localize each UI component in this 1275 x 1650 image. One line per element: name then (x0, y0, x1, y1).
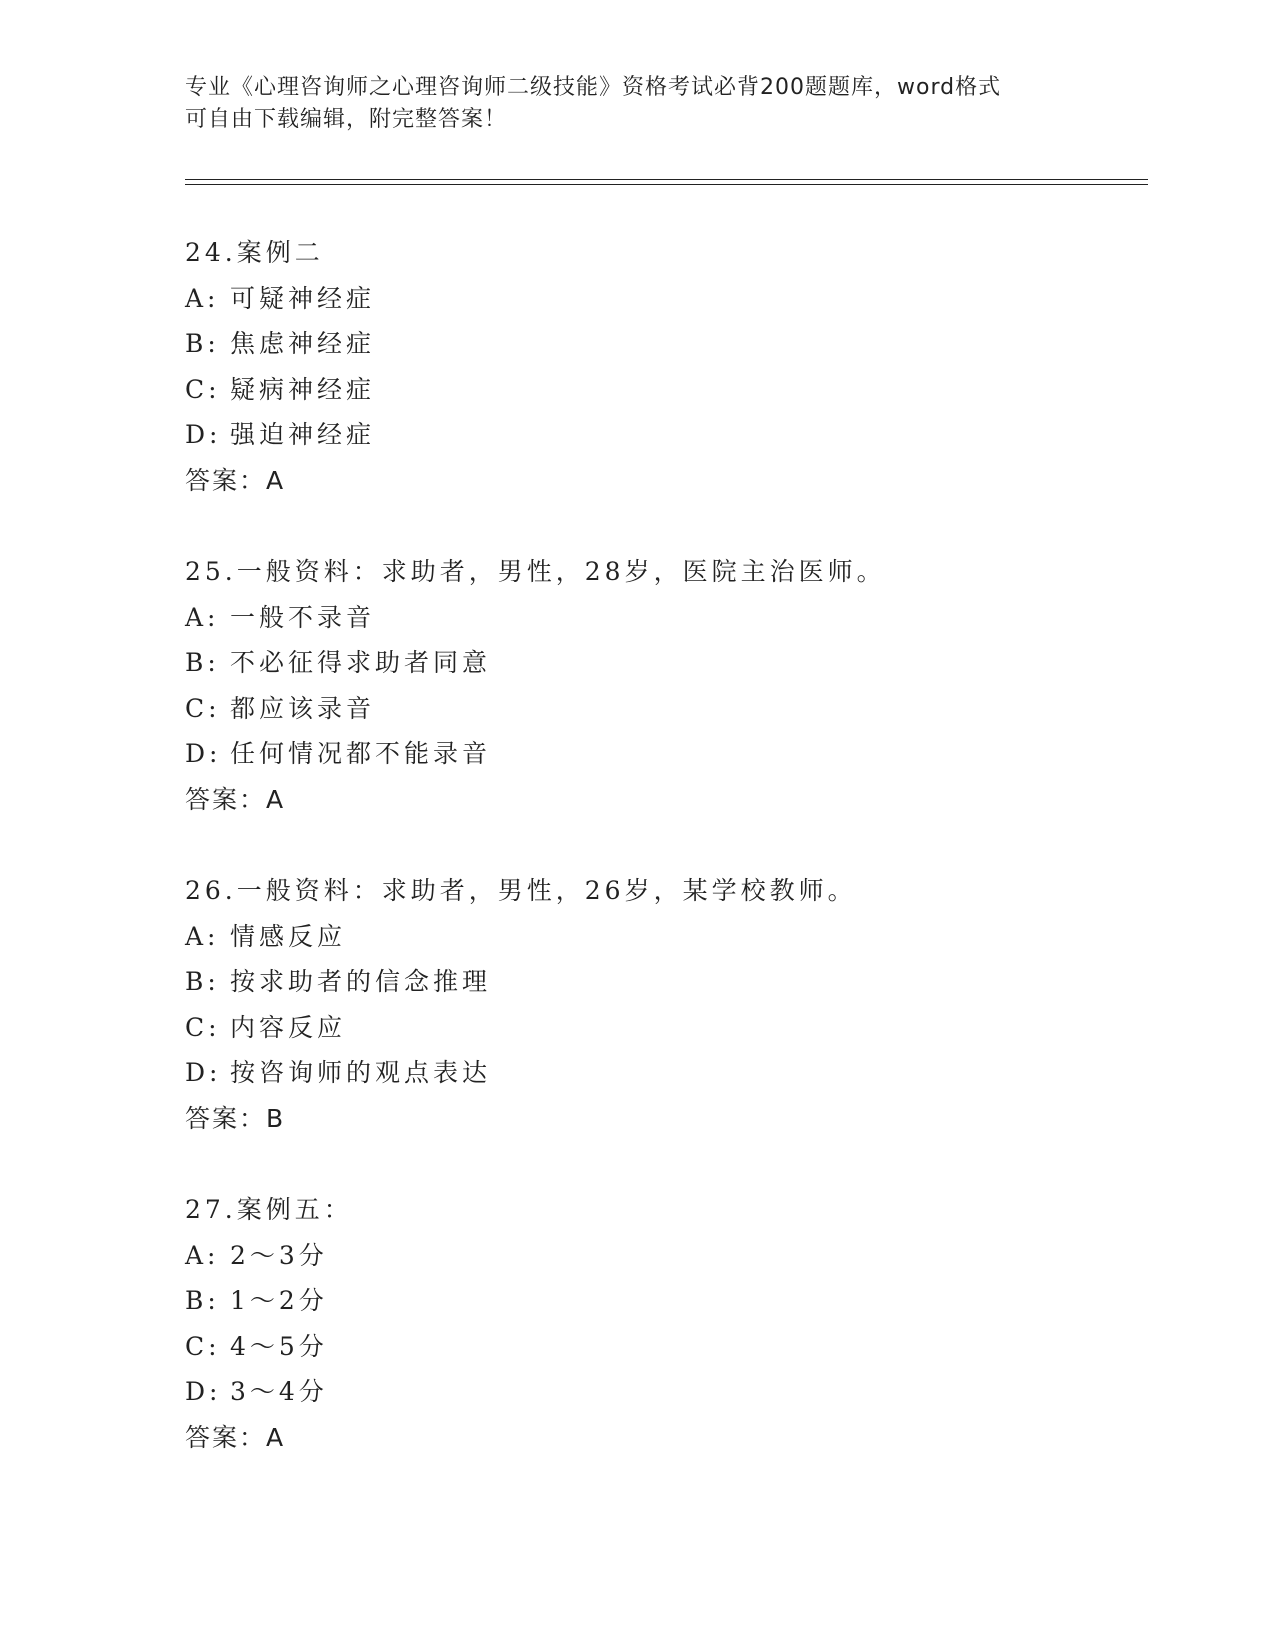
question-27 (185, 1187, 1145, 1460)
option-letter: B: (185, 329, 220, 358)
option-letter: D: (185, 1377, 222, 1406)
option-letter: C: (185, 374, 221, 404)
option-a (185, 595, 1145, 641)
header-line-1: 专业《心理咨询师之心理咨询师二级技能》资格考试必背200题题库，word格式 (185, 75, 1002, 100)
option-text: 按咨询师的观点表达 (230, 1058, 492, 1087)
option-text: 一般不录音 (230, 602, 376, 632)
question-title: 27.案例五： (185, 1195, 353, 1224)
option-b (185, 959, 1145, 1005)
option-text: 3～4分 (230, 1377, 328, 1406)
option-letter: C: (185, 1331, 221, 1361)
option-text: 可疑神经症 (230, 283, 376, 313)
question-title: 26.一般资料：求助者，男性，26岁，某学校教师。 (185, 876, 857, 905)
document-header (185, 72, 1085, 136)
header-line-2: 可自由下载编辑，附完整答案！ (185, 107, 508, 132)
option-b (185, 1278, 1145, 1324)
option-text: 1～2分 (230, 1286, 328, 1315)
answer-line: 答案：A (185, 1422, 286, 1452)
option-letter: B: (185, 648, 220, 677)
option-text: 按求助者的信念推理 (230, 967, 492, 996)
option-c (185, 1005, 1145, 1051)
question-24 (185, 230, 1145, 503)
option-letter: A: (185, 602, 220, 632)
question-25 (185, 549, 1145, 822)
answer-line: 答案：A (185, 784, 286, 814)
option-text: 2～3分 (230, 1240, 328, 1270)
option-text: 强迫神经症 (230, 420, 376, 449)
option-text: 内容反应 (230, 1012, 347, 1042)
option-text: 情感反应 (230, 921, 347, 951)
option-text: 不必征得求助者同意 (230, 648, 492, 677)
answer-line: 答案：B (185, 1103, 286, 1133)
option-letter: D: (185, 420, 222, 449)
option-letter: B: (185, 967, 220, 996)
option-letter: C: (185, 693, 221, 723)
option-c (185, 367, 1145, 413)
question-title: 25.一般资料：求助者，男性，28岁，医院主治医师。 (185, 557, 886, 586)
option-letter: A: (185, 1240, 220, 1270)
option-letter: D: (185, 1058, 222, 1087)
header-divider-bottom (185, 184, 1148, 185)
option-text: 焦虑神经症 (230, 329, 376, 358)
option-letter: A: (185, 921, 220, 951)
option-d (185, 1050, 1145, 1096)
option-c (185, 1324, 1145, 1370)
option-b (185, 640, 1145, 686)
option-c (185, 686, 1145, 732)
option-letter: B: (185, 1286, 220, 1315)
option-a (185, 914, 1145, 960)
question-title: 24.案例二 (185, 238, 324, 267)
option-d (185, 1369, 1145, 1415)
option-text: 疑病神经症 (230, 374, 376, 404)
option-b (185, 321, 1145, 367)
option-d (185, 731, 1145, 777)
question-list (185, 230, 1145, 1506)
option-a (185, 276, 1145, 322)
option-a (185, 1233, 1145, 1279)
header-divider-top (185, 179, 1148, 180)
option-letter: D: (185, 739, 222, 768)
option-text: 任何情况都不能录音 (230, 739, 492, 768)
question-26 (185, 868, 1145, 1141)
option-text: 4～5分 (230, 1331, 328, 1361)
option-letter: C: (185, 1012, 221, 1042)
answer-line: 答案：A (185, 465, 286, 495)
option-d (185, 412, 1145, 458)
option-letter: A: (185, 283, 220, 313)
option-text: 都应该录音 (230, 693, 376, 723)
